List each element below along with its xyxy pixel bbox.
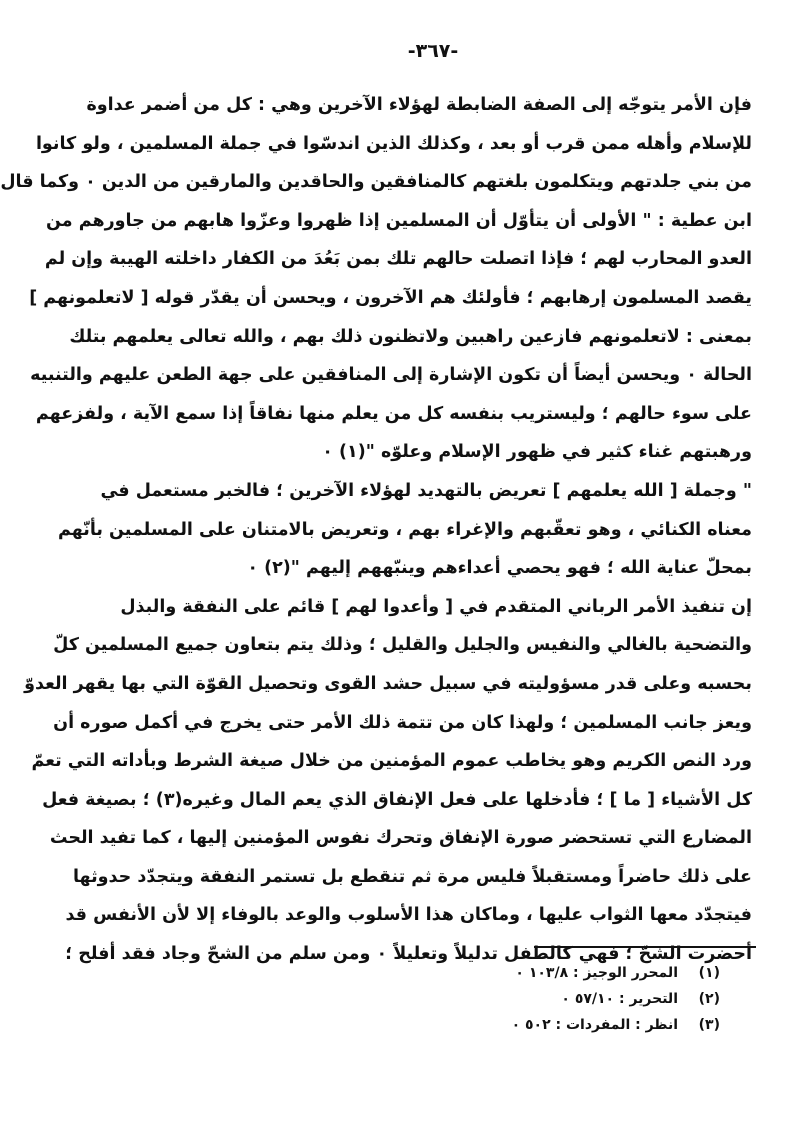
body-text [0, 86, 752, 974]
footnote-number: (٢) [698, 991, 720, 1007]
footnote-number: (٣) [698, 1017, 720, 1033]
text-line: للإسلام وأهله ممن قرب أو بعد ، وكذلك الذين اندسّوا في جملة المسلمين ، ولو كانوا [35, 133, 752, 154]
footnote-number: (١) [698, 965, 720, 981]
text-line: معناه الكنائي ، وهو تعقّبهم والإغراء بهم ، وتعريض بالامتنان على المسلمين بأنّهم [57, 519, 752, 540]
text-line: والتضحية بالغالي والنفيس والجليل والقليل ؛ وذلك يتم بتعاون جميع المسلمين كلّ [53, 635, 752, 656]
footnote-text: انظر : المفردات : ٥٠٢ ٠ [511, 1017, 678, 1033]
footnote-item [420, 1012, 720, 1038]
footnote-divider [534, 946, 756, 948]
text-line: " وجملة [ الله يعلمهم ] تعريض بالتهديد لهؤلاء الآخرين ؛ فالخبر مستعمل في [100, 480, 752, 501]
text-line: أحضرت الشحّ ؛ فهي كالطفل تدليلاً وتعليلاً ٠ ومن سلم من الشحّ وجاد فقد أفلح ؛ [65, 944, 752, 965]
text-line: المضارع التي تستحضر صورة الإنفاق وتحرك نفوس المؤمنين إليها ، كما تفيد الحث [49, 828, 752, 849]
text-line: من بني جلدتهم ويتكلمون بلغتهم كالمنافقين والحاقدين والمارقين من الدين ٠ وكما قال [0, 172, 752, 193]
text-line: بحسبه وعلى قدر مسؤوليته في سبيل حشد القوى وتحصيل القوّة التي بها يقهر العدوّ [24, 673, 752, 694]
footnote-text: التحرير : ٥٧/١٠ ٠ [561, 991, 678, 1007]
text-line: العدو المحارب لهم ؛ فإذا اتصلت حالهم تلك بمن بَعُدَ من الكفار داخلته الهيبة وإن لم [44, 249, 752, 270]
text-line: على سوء حالهم ؛ وليستريب بنفسه كل من يعلم منها نفاقاً إذا سمع الآية ، ولفزعهم [35, 403, 752, 424]
text-line: على ذلك حاضراً ومستقبلاً فليس مرة ثم تنقطع بل تستمر النفقة ويتجدّد حدوثها [72, 866, 752, 887]
text-line: الحالة ٠ ويحسن أيضاً أن تكون الإشارة إلى المنافقين على جهة الطعن عليهم والتنبيه [30, 365, 752, 386]
footnote-item [420, 986, 720, 1012]
text-line: ابن عطية : " الأولى أن يتأوّل أن المسلمين إذا ظهروا وعزّوا هابهم من جاورهم من [46, 210, 752, 231]
footnote-item [420, 960, 720, 986]
text-line: فإن الأمر يتوجّه إلى الصفة الضابطة لهؤلاء الآخرين وهي : كل من أضمر عداوة [86, 95, 752, 115]
text-line: يقصد المسلمون إرهابهم ؛ فأولئك هم الآخرون ، ويحسن أن يقدّر قوله [ لاتعلمونهم ] [29, 287, 752, 308]
footnotes [420, 960, 720, 1038]
text-line: ويعز جانب المسلمين ؛ ولهذا كان من تتمة ذلك الأمر حتى يخرج في أكمل صوره أن [53, 712, 752, 733]
text-line: إن تنفيذ الأمر الرباني المتقدم في [ وأعدوا لهم ] قائم على النفقة والبذل [120, 596, 752, 617]
text-line: بمحلّ عناية الله ؛ فهو يحصي أعداءهم وينبّههم إليهم "(٢) ٠ [247, 558, 752, 579]
text-line: كل الأشياء [ ما ] ؛ فأدخلها على فعل الإنفاق الذي يعم المال وغيره(٣) ؛ بصيغة فعل [42, 789, 752, 810]
text-line: ورد النص الكريم وهو يخاطب عموم المؤمنين من خلال صيغة الشرط وبأداته التي تعمّ [31, 751, 752, 772]
text-line: ورهبتهم غناء كثير في ظهور الإسلام وعلوّه "(١) ٠ [322, 442, 752, 463]
text-line: بمعنى : لاتعلمونهم فازعين راهبين ولاتظنون ذلك بهم ، والله تعالى يعلمهم بتلك [69, 326, 752, 347]
text-line: فيتجدّد معها الثواب عليها ، وماكان هذا الأسلوب والوعد بالوفاء إلا لأن الأنفس قد [65, 905, 752, 926]
page-number: -٣٦٧- [407, 40, 459, 62]
footnote-text: المحرر الوجيز : ١٠٣/٨ ٠ [515, 965, 678, 981]
